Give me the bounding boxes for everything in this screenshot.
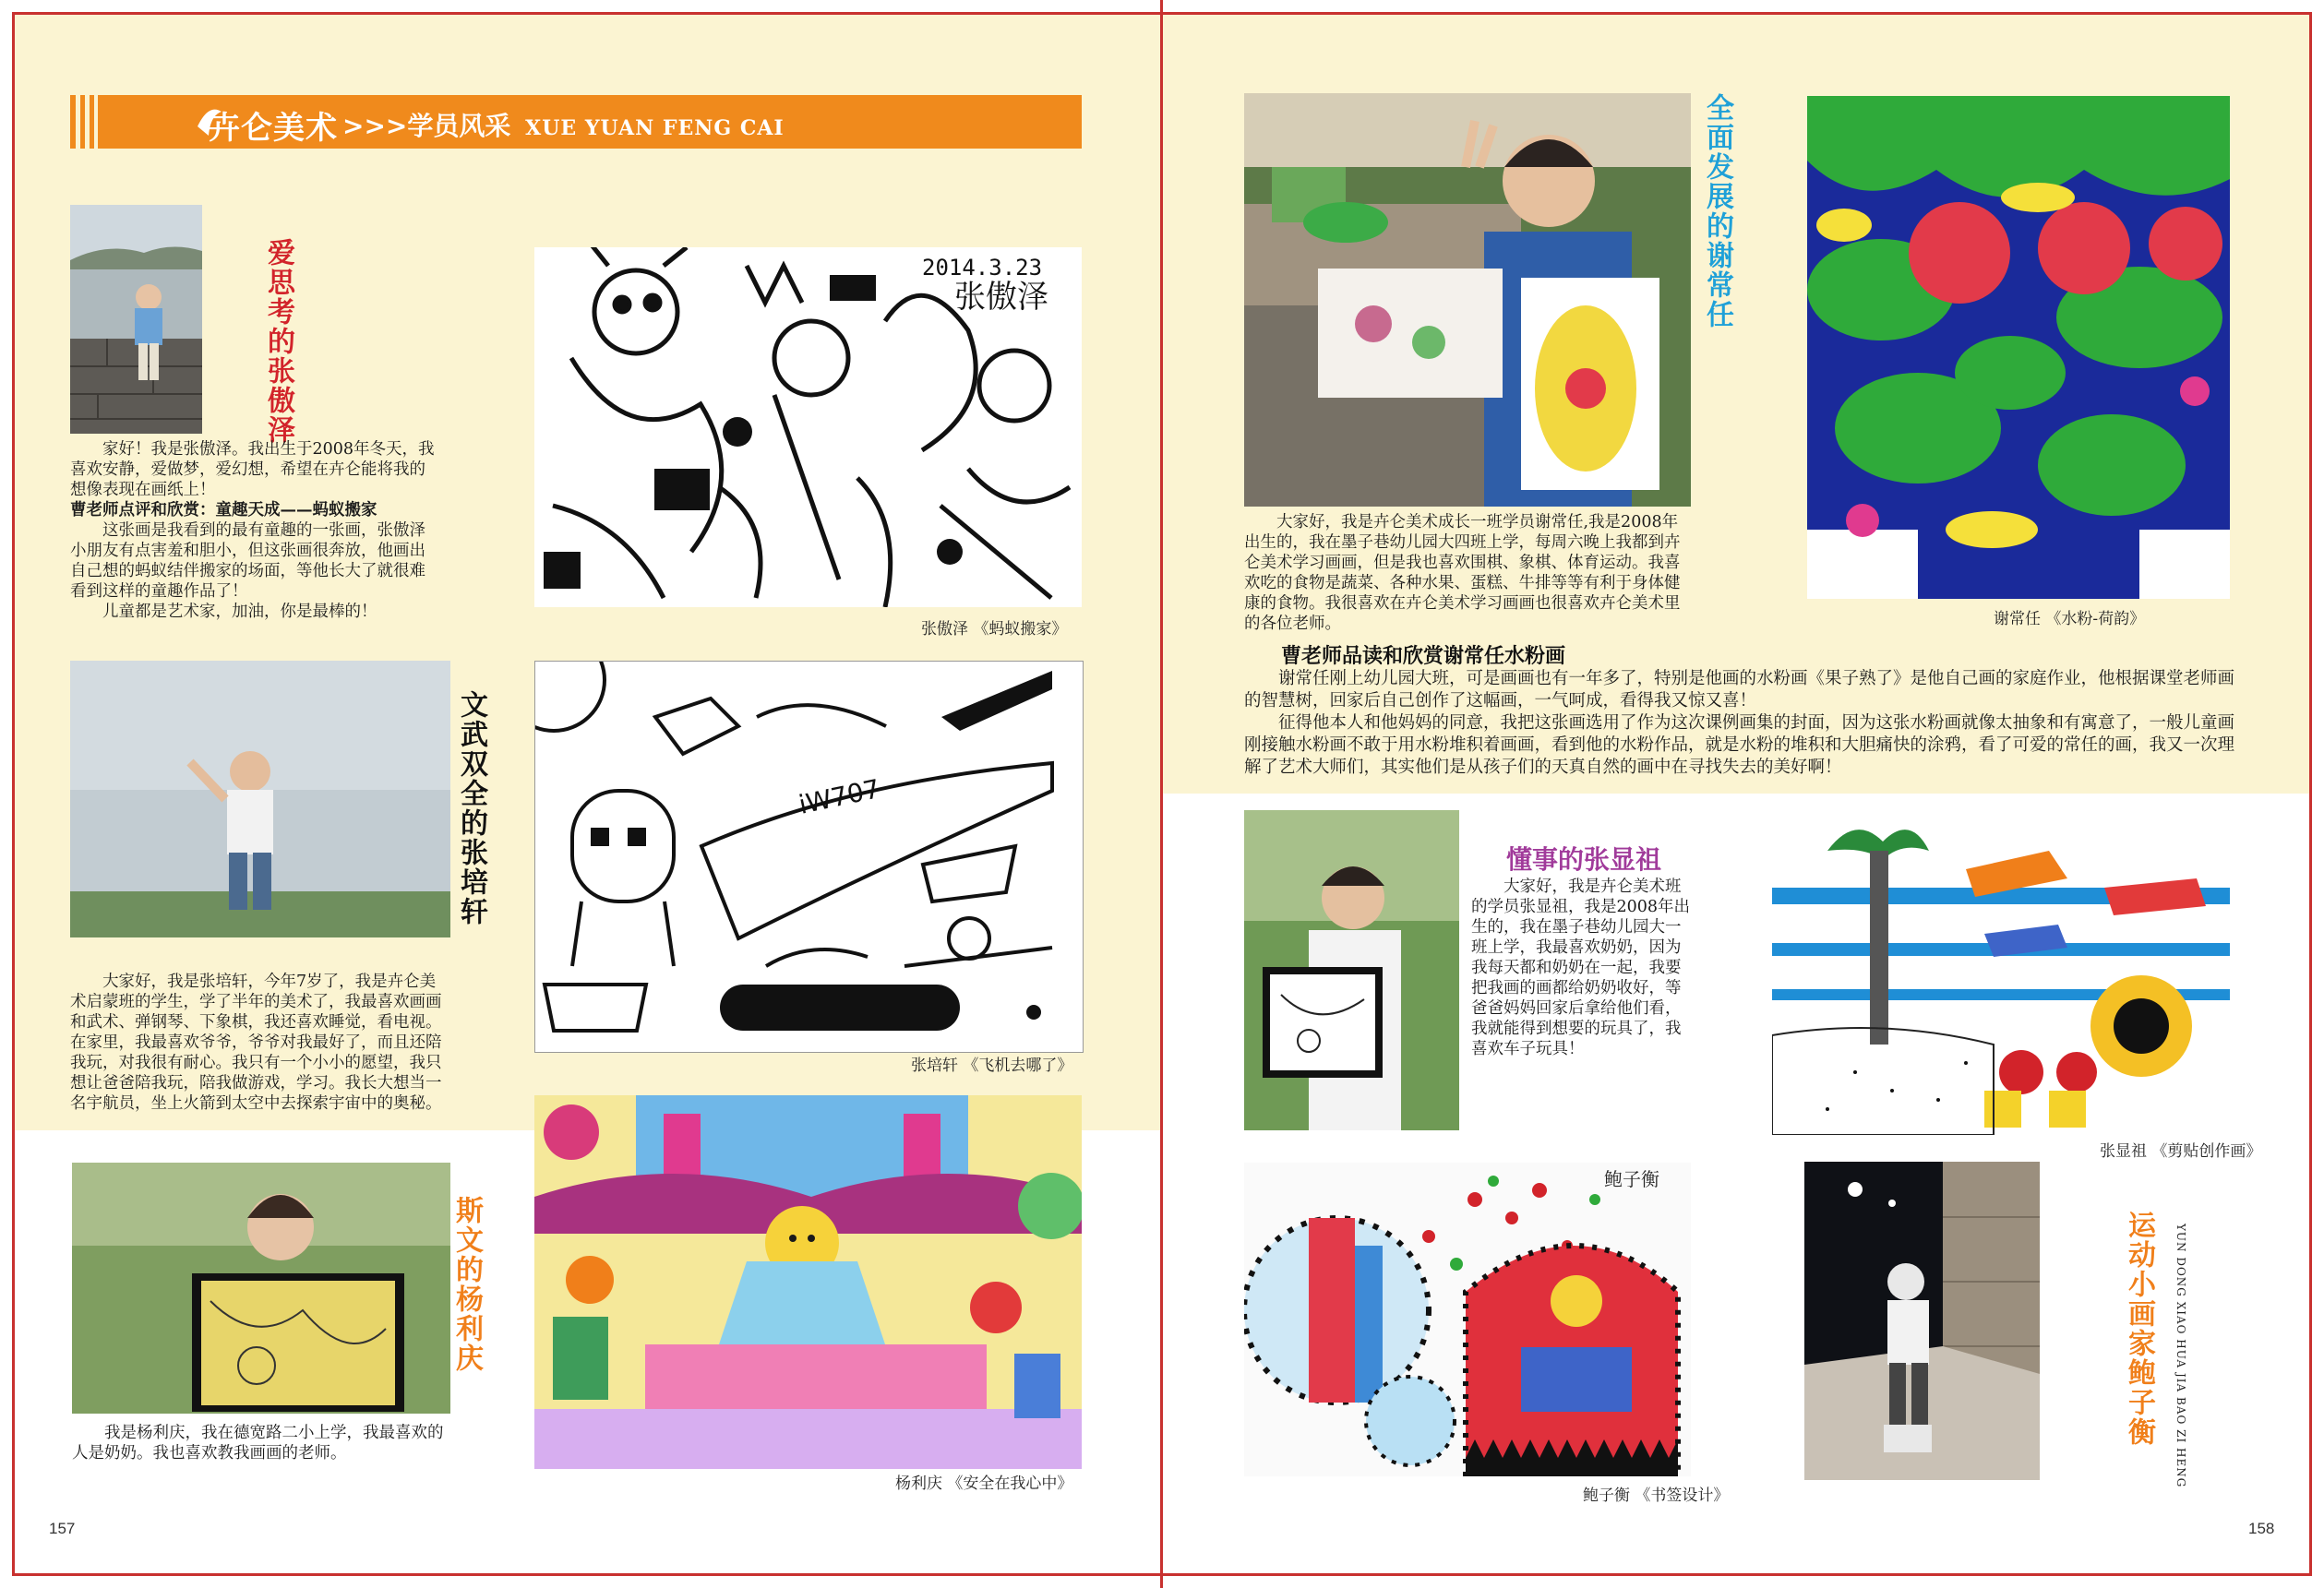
section-title: >>>学员风采 XUE YUAN FENG CAI [342,111,785,141]
zhang-peixuan-caption: 张培轩 《飞机去哪了》 [911,1057,1073,1075]
zhang-peixuan-drawing [534,661,1084,1053]
bao-ziheng-title: 运动小画家鲍子衡 [2123,1211,2155,1447]
zhang-aoze-drawing-signature: 张傲泽 [954,279,1048,316]
zhang-xianzu-bio-text: 大家好，我是卉仑美术班的学员张显祖，我是2008年出生的，我在墨子巷幼儿园大一班上学，我最喜欢奶奶，因为我每天都和奶奶在一起，我要把我画的画都给奶奶收好，等爸爸妈妈回家后拿给他们看，我就能得到想要的玩具了，我喜欢车子玩具！ [1471,878,1691,1058]
zhang-aoze-caption: 张傲泽 《蚂蚁搬家》 [921,620,1068,639]
zhang-peixuan-drawing-plane-label: iW707 [796,773,883,820]
yang-liqing-caption: 杨利庆 《安全在我心中》 [895,1475,1073,1493]
zhang-aoze-title: 爱思考的张傲泽 [262,238,294,445]
zhang-aoze-photo [70,205,202,434]
page-number-left: 157 [49,1520,76,1537]
header-stripes [70,95,114,149]
xie-changren-title: 全面发展的谢常任 [1701,93,1733,329]
section-header [70,95,1082,149]
zhang-xianzu-title: 懂事的张显祖 [1506,844,1662,875]
spread-divider [1160,0,1163,1588]
bao-ziheng-drawing-signature: 鲍子衡 [1604,1168,1659,1190]
zhang-peixuan-title: 文武双全的张培轩 [455,690,487,926]
zhang-aoze-comment-heading: 曹老师点评和欣赏：童趣天成——蚂蚁搬家 [70,501,377,519]
bao-ziheng-photo [1804,1162,2040,1480]
zhang-aoze-bio: 家好！我是张傲泽。我出生于2008年冬天，我喜欢安静，爱做梦，爱幻想，希望在卉仑能将我的想像表现在画纸上！ [70,440,435,499]
yang-liqing-bio-text: 我是杨利庆，我在德宽路二小上学，我最喜欢的人是奶奶。我也喜欢教我画画的老师。 [72,1424,444,1463]
yang-liqing-title: 斯文的杨利庆 [450,1196,483,1373]
logo-text: 卉仑美术 [209,110,338,147]
zhang-aoze-comment: 这张画是我看到的最有童趣的一张画，张傲泽小朋友有点害羞和胆小，但这张画很奔放，他画出自己想的蚂蚁结伴搬家的场面，等他长大了就很难看到这样的童趣作品了！ [70,521,425,601]
zhang-aoze-drawing-date: 2014.3.23 [922,255,1043,281]
yang-liqing-drawing [534,1095,1082,1469]
bao-ziheng-caption: 鲍子衡 《书签设计》 [1583,1487,1730,1505]
zhang-aoze-closing: 儿童都是艺术家，加油，你是最棒的！ [102,603,377,621]
zhang-xianzu-collage [1772,795,2230,1135]
xie-changren-caption: 谢常任 《水粉-荷韵》 [1994,610,2146,628]
xie-changren-review-heading: 曹老师品读和欣赏谢常任水粉画 [1281,645,1566,668]
xie-changren-review-p2: 征得他本人和他妈妈的同意，我把这张画选用了作为这次课例画集的封面，因为这张水粉画就像太抽象和有寓意了，一般儿童画刚接触水粉画不敢于用水粉堆积着画画，看到他的水粉作品，就是水粉的堆积和大胆痛快的涂鸦，看了可爱的常任的画，我又一次理解了艺术大师们，其实他们是从孩子们的天真自然的画中在寻找失去的美好啊！ [1244,713,2235,777]
xie-changren-bio-text: 大家好，我是卉仑美术成长一班学员谢常任,我是2008年出生的，我在墨子巷幼儿园大四班上学，每周六晚上我都到卉仑美术学习画画，但是我也喜欢围棋、象棋、体育运动。我喜欢吃的食物是蔬菜、各种水果、蛋糕、牛排等等有利于身体健康的食物。我很喜欢在卉仑美术学习画画也很喜欢卉仑美术里的各位老师。 [1244,513,1681,633]
zhang-peixuan-bio [70,972,450,1114]
page-number-right: 158 [2248,1520,2275,1537]
zhang-peixuan-bio-text: 大家好，我是张培轩，今年7岁了，我是卉仑美术启蒙班的学生，学了半年的美术了，我最喜欢画画和武术、弹钢琴、下象棋，我还喜欢睡觉，看电视。在家里，我最喜欢爷爷，爷爷对我最好了，而且还陪我玩，对我很有耐心。我只有一个小小的愿望，我只想让爸爸陪我玩，陪我做游戏，学习。我长大想当一名宇航员，坐上火箭到太空中去探索宇宙中的奥秘。 [70,973,442,1113]
zhang-xianzu-caption: 张显祖 《剪贴创作画》 [2100,1142,2262,1161]
zhang-peixuan-photo [70,661,450,937]
yang-liqing-photo [72,1163,450,1414]
zhang-xianzu-bio [1471,877,1691,1059]
xie-changren-bio [1244,512,1691,634]
zhang-xianzu-photo [1244,810,1459,1130]
xie-changren-photo [1244,93,1691,507]
zhang-aoze-drawing [534,247,1082,607]
bao-ziheng-title-en: YUN DONG XIAO HUA JIA BAO ZI HENG [2174,1224,2187,1488]
xie-changren-review-p1: 谢常任刚上幼儿园大班，可是画画也有一年多了，特别是他画的水粉画《果子熟了》是他自己画的家庭作业，他根据课堂老师画的智慧树，回家后自己创作了这幅画，一气呵成，看得我又惊又喜！ [1244,669,2235,710]
xie-changren-review [1244,668,2241,779]
bao-ziheng-drawing [1244,1163,1691,1476]
yang-liqing-bio [72,1423,450,1463]
zhang-aoze-text [70,439,437,622]
xie-changren-painting [1807,96,2230,599]
